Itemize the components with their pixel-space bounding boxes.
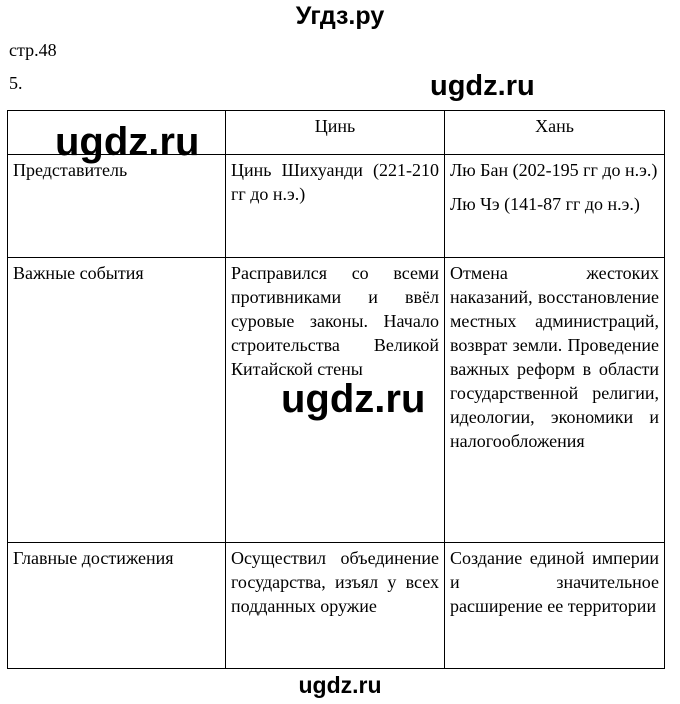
cell-han-events: Отмена жестоких наказаний, восстановление местных администраций, возврат земли. Проведение важных реформ в области государственной религии, идеологии, экономики и налогообложения xyxy=(445,258,665,543)
row-label-events: Важные события xyxy=(8,258,226,543)
task-number: 5. xyxy=(9,73,23,93)
table-row xyxy=(8,155,665,258)
watermark-left: ugdz.ru xyxy=(55,120,200,164)
watermark-top: ugdz.ru xyxy=(430,70,535,102)
han-representative-2: Лю Чэ (141-87 гг до н.э.) xyxy=(450,194,640,214)
watermark-bottom: ugdz.ru xyxy=(298,672,382,698)
header-cell-han: Хань xyxy=(445,111,665,155)
row-label-achievements: Главные достижения xyxy=(8,543,226,669)
cell-han-representative xyxy=(445,155,665,258)
table-row xyxy=(8,543,665,669)
site-title: Угдз.ру xyxy=(295,2,385,30)
han-representative-1: Лю Бан (202-195 гг до н.э.) xyxy=(450,160,658,180)
cell-qin-achievements: Осуществил объединение государства, изъял у всех подданных оружие xyxy=(226,543,445,669)
header-cell-qin: Цинь xyxy=(226,111,445,155)
page-label: стр.48 xyxy=(9,40,57,60)
cell-qin-representative: Цинь Шихуанди (221-210 гг до н.э.) xyxy=(226,155,445,258)
watermark-middle: ugdz.ru xyxy=(281,377,426,421)
cell-qin-events: Расправился со всеми противниками и ввёл суровые законы. Начало строительства Великой Китайской стены xyxy=(226,258,445,543)
cell-han-achievements: Создание единой империи и значительное расширение ее территории xyxy=(445,543,665,669)
row-label-representative: Представитель xyxy=(8,155,226,258)
